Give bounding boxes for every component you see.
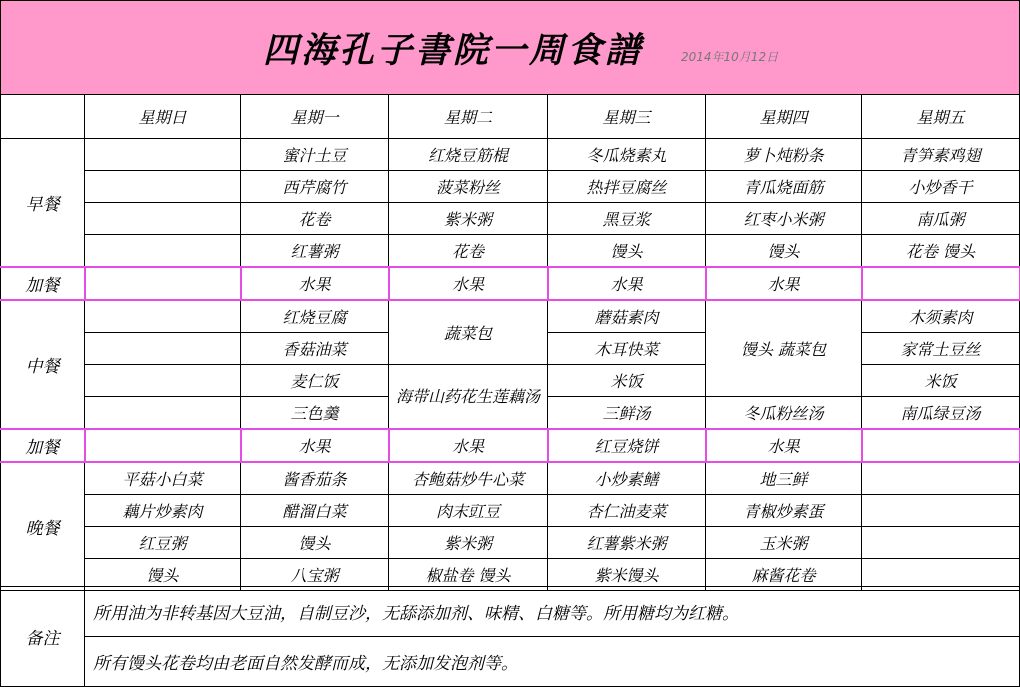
menu-cell: 紫米粥 [389,203,548,235]
menu-cell: 红薯粥 [241,235,389,268]
lunch-row [1,300,1020,333]
menu-cell: 地三鲜 [706,462,862,495]
menu-cell: 小炒素鳝 [548,462,706,495]
corner-cell [1,95,85,139]
menu-cell: 馒头 [241,527,389,559]
breakfast-row [1,235,1020,268]
menu-cell: 水果 [389,429,548,462]
menu-cell: 红烧豆筋棍 [389,139,548,171]
menu-cell [85,203,241,235]
meal-label-breakfast: 早餐 [1,139,85,268]
day-header: 星期一 [241,95,389,139]
menu-cell: 青笋素鸡翅 [862,139,1020,171]
menu-cell [85,397,241,430]
menu-cell: 玉米粥 [706,527,862,559]
menu-cell: 红豆烧饼 [548,429,706,462]
date-stamp: 2014年10月12日 [681,50,779,64]
menu-cell: 红烧豆腐 [241,300,389,333]
weekly-menu-table [0,94,1020,591]
menu-cell: 椒盐卷 馒头 [389,559,548,591]
menu-cell: 红薯紫米粥 [548,527,706,559]
menu-cell [862,462,1020,495]
menu-cell: 青椒炒素蛋 [706,495,862,527]
menu-cell: 肉末豇豆 [389,495,548,527]
menu-cell: 杏仁油麦菜 [548,495,706,527]
snack-row [1,429,1020,462]
notes-row [1,637,1020,687]
menu-cell: 水果 [241,429,389,462]
menu-cell: 馒头 [85,559,241,591]
meal-label-snack: 加餐 [1,267,85,300]
lunch-row [1,365,1020,397]
menu-cell: 热拌豆腐丝 [548,171,706,203]
menu-cell: 南瓜绿豆汤 [862,397,1020,430]
notes-label: 备注 [1,587,85,687]
menu-cell: 藕片炒素肉 [85,495,241,527]
meal-label-snack: 加餐 [1,429,85,462]
notes-row [1,587,1020,637]
day-header: 星期日 [85,95,241,139]
menu-cell: 紫米馒头 [548,559,706,591]
menu-cell: 木须素肉 [862,300,1020,333]
menu-cell: 菠菜粉丝 [389,171,548,203]
menu-cell: 三色羹 [241,397,389,430]
menu-cell [85,429,241,462]
menu-cell: 麻酱花卷 [706,559,862,591]
menu-cell [862,429,1020,462]
menu-cell: 馒头 蔬菜包 [706,300,862,397]
menu-cell: 蜜汁土豆 [241,139,389,171]
menu-cell: 西芹腐竹 [241,171,389,203]
menu-cell: 冬瓜烧素丸 [548,139,706,171]
note-line: 所有馒头花卷均由老面自然发酵而成，无添加发泡剂等。 [85,637,1020,687]
dinner-row [1,527,1020,559]
menu-cell: 小炒香干 [862,171,1020,203]
menu-cell: 酱香茄条 [241,462,389,495]
menu-cell: 蔬菜包 [389,300,548,365]
day-header: 星期五 [862,95,1020,139]
menu-cell: 黑豆浆 [548,203,706,235]
menu-cell: 花卷 [241,203,389,235]
notes-table [0,586,1020,687]
menu-cell: 木耳快菜 [548,333,706,365]
page-title: 四海孔子書院一周食譜 [263,30,644,71]
menu-cell: 杏鲍菇炒牛心菜 [389,462,548,495]
day-header: 星期四 [706,95,862,139]
meal-label-lunch: 中餐 [1,300,85,429]
menu-cell: 蘑菇素肉 [548,300,706,333]
day-header: 星期二 [389,95,548,139]
menu-cell: 花卷 馒头 [862,235,1020,268]
menu-cell: 馒头 [706,235,862,268]
menu-cell: 花卷 [389,235,548,268]
breakfast-row [1,171,1020,203]
menu-cell: 水果 [548,267,706,300]
breakfast-row [1,203,1020,235]
dinner-row [1,462,1020,495]
menu-cell: 米饭 [548,365,706,397]
menu-cell: 红枣小米粥 [706,203,862,235]
menu-cell [85,300,241,333]
menu-cell [85,171,241,203]
breakfast-row [1,139,1020,171]
snack-row [1,267,1020,300]
menu-cell [85,333,241,365]
menu-cell: 海带山药花生莲藕汤 [389,365,548,430]
menu-cell: 家常土豆丝 [862,333,1020,365]
menu-cell: 香菇油菜 [241,333,389,365]
menu-cell: 米饭 [862,365,1020,397]
menu-cell: 萝卜炖粉条 [706,139,862,171]
meal-label-dinner: 晚餐 [1,462,85,591]
menu-cell: 红豆粥 [85,527,241,559]
menu-cell: 八宝粥 [241,559,389,591]
title-banner [0,0,1020,95]
note-line: 所用油为非转基因大豆油，自制豆沙，无舔添加剂、味精、白糖等。所用糖均为红糖。 [85,587,1020,637]
day-header-row [1,95,1020,139]
menu-cell [862,267,1020,300]
menu-cell [862,527,1020,559]
menu-cell: 水果 [389,267,548,300]
menu-cell: 紫米粥 [389,527,548,559]
menu-cell [85,235,241,268]
menu-cell [85,139,241,171]
menu-cell: 水果 [241,267,389,300]
menu-cell: 冬瓜粉丝汤 [706,397,862,430]
menu-cell: 醋溜白菜 [241,495,389,527]
menu-cell [85,365,241,397]
menu-cell: 平菇小白菜 [85,462,241,495]
menu-cell [85,267,241,300]
dinner-row [1,495,1020,527]
menu-cell: 麦仁饭 [241,365,389,397]
day-header: 星期三 [548,95,706,139]
menu-cell: 水果 [706,267,862,300]
menu-cell [862,495,1020,527]
menu-cell: 三鲜汤 [548,397,706,430]
menu-cell: 青瓜烧面筋 [706,171,862,203]
menu-cell: 水果 [706,429,862,462]
menu-cell: 馒头 [548,235,706,268]
menu-cell: 南瓜粥 [862,203,1020,235]
